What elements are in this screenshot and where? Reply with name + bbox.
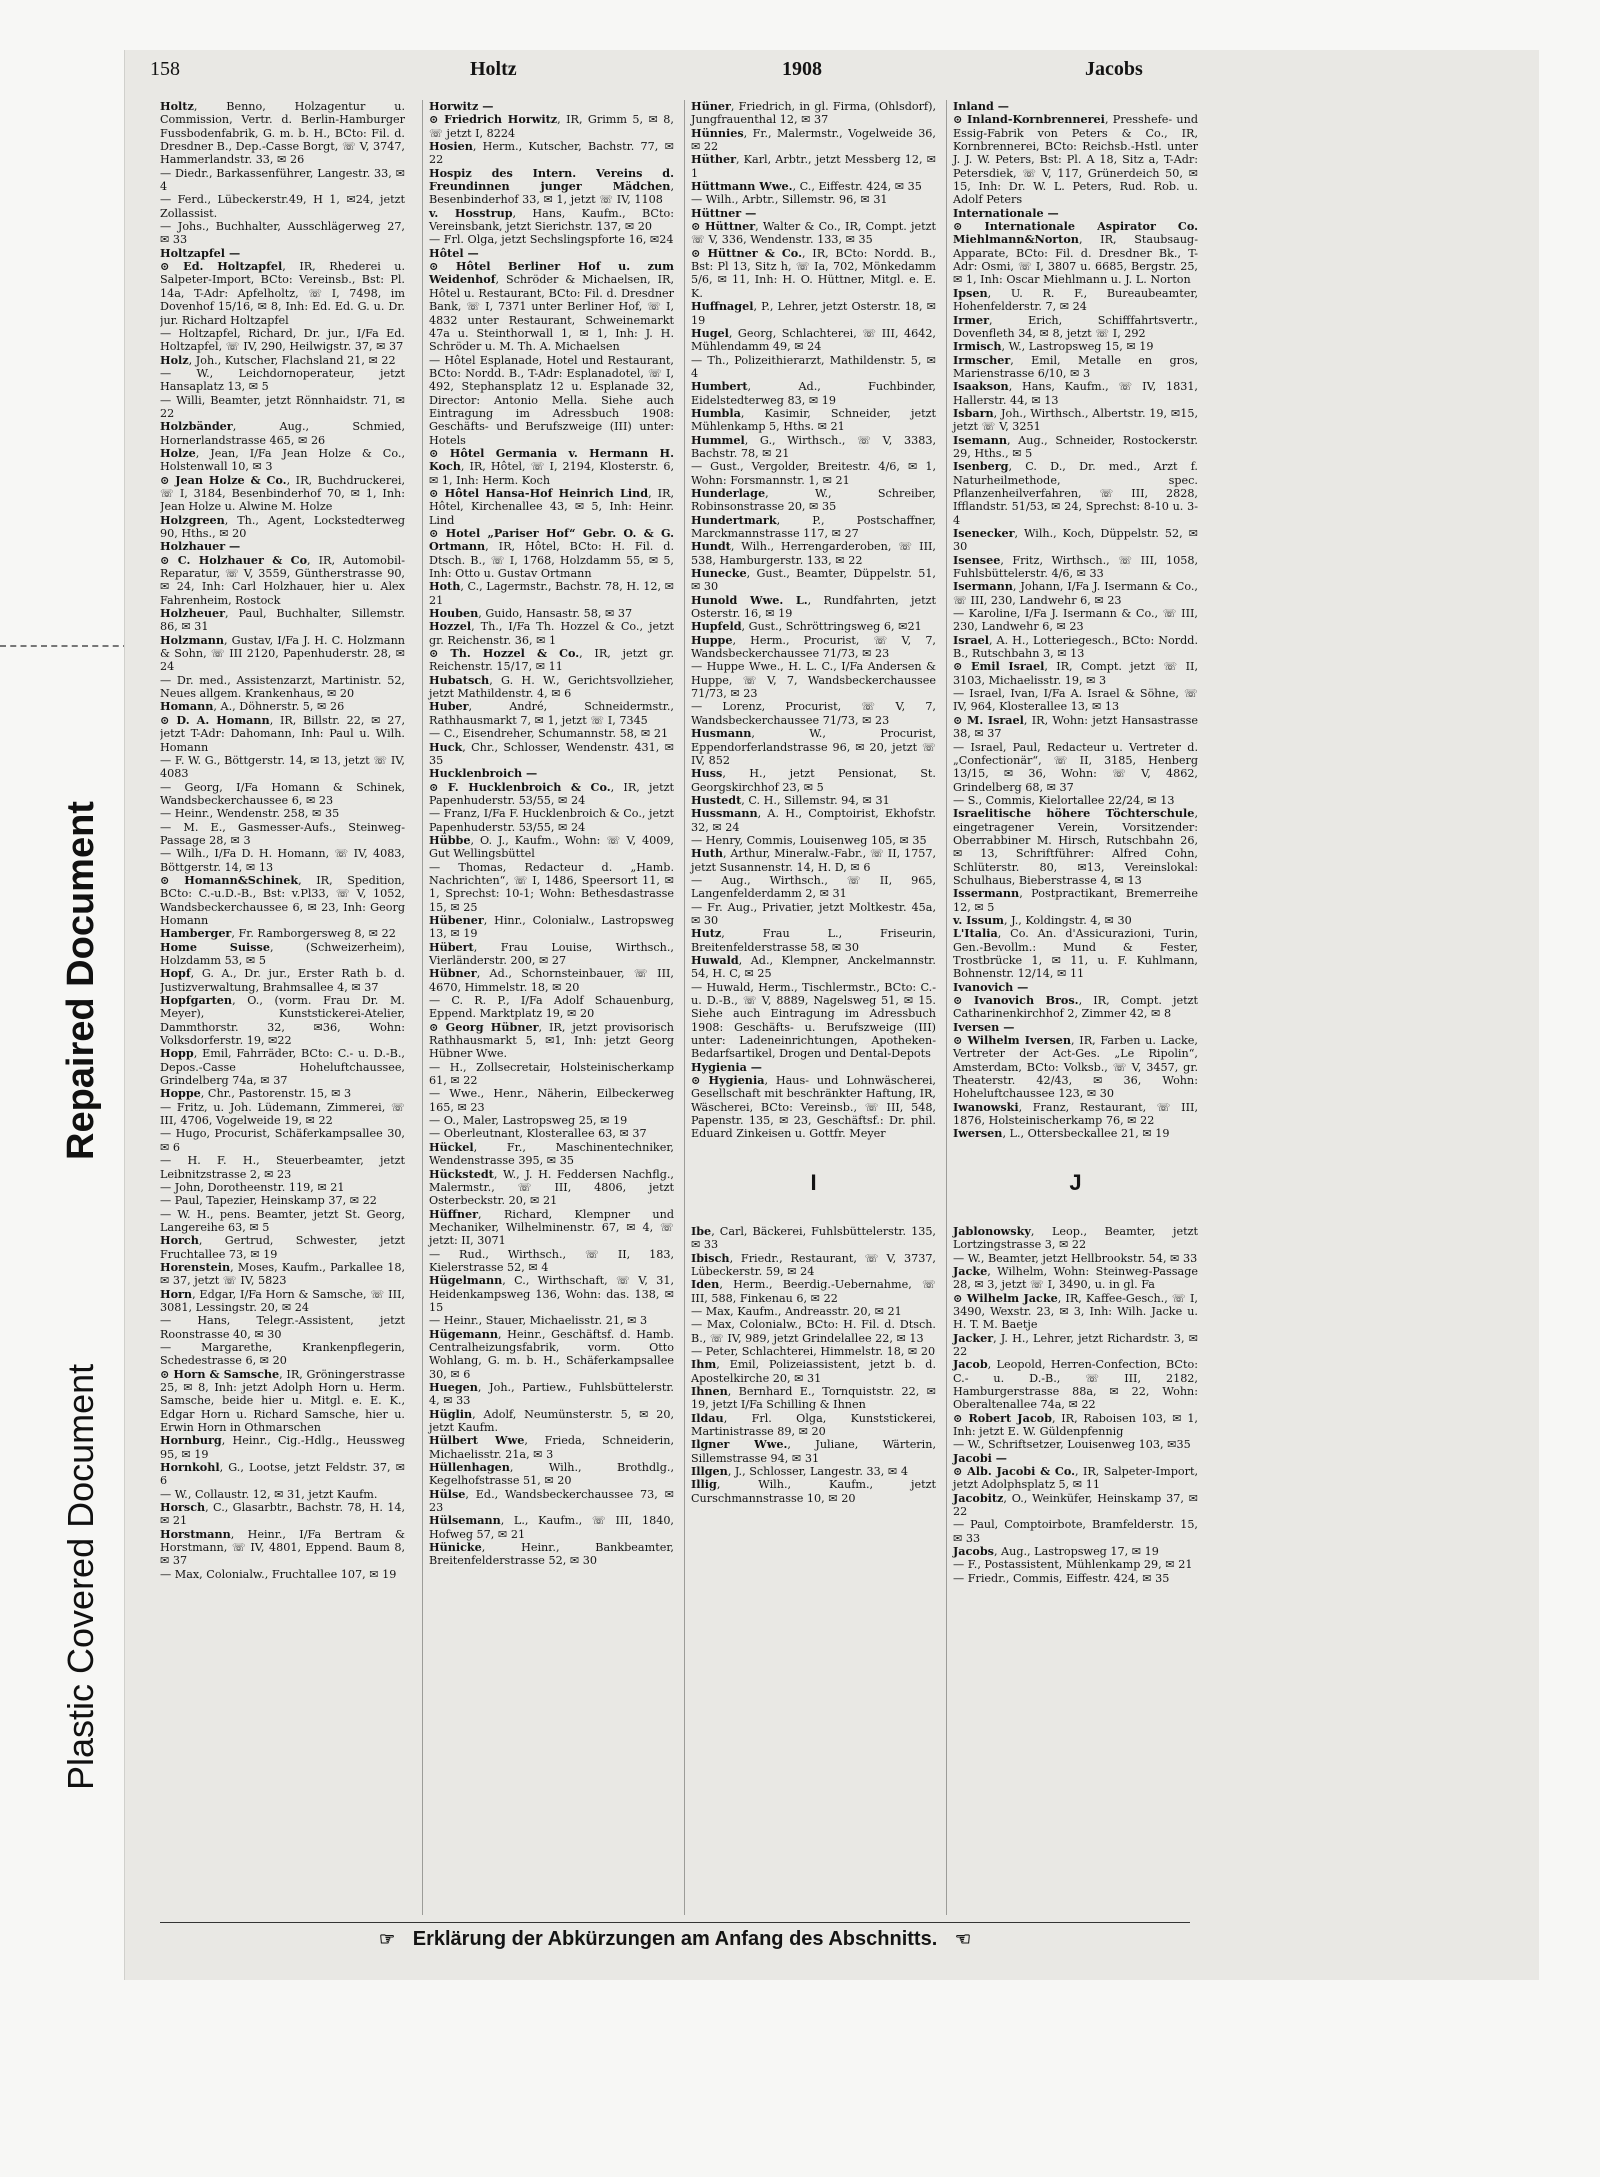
directory-entry: Ivanovich —: [953, 979, 1029, 994]
directory-entry: — C., Eisendreher, Schumannstr. 58, ✉ 21: [429, 727, 669, 741]
directory-entry: Husmann, W., Procurist, Eppendorferlandstrasse 96, ✉ 20, jetzt ☏ IV, 852: [691, 726, 936, 767]
header-left-word: Holtz: [470, 58, 517, 80]
directory-entry: — Willi, Beamter, jetzt Rönnhaidstr. 71, ✉ 22: [160, 393, 405, 420]
directory-entry: — Israel, Paul, Redacteur u. Vertreter d. „Confectionär“, ☏ II, 3185, Henberg 13/15, ✉ 36, Wohn: ☏ V, 4862, Grindelberg 68, ✉ 37: [953, 740, 1198, 794]
directory-entry: Jacker, J. H., Lehrer, jetzt Richardstr. 3, ✉ 22: [953, 1330, 1198, 1358]
directory-entry: — Peter, Schlachterei, Himmelstr. 18, ✉ 20: [691, 1344, 936, 1358]
directory-entry: Hüffner, Richard, Klempner und Mechaniker, Wilhelminenstr. 67, ✉ 4, ☏ jetzt: II, 3071: [429, 1206, 674, 1248]
directory-entry: — Th., Polizeithierarzt, Mathildenstr. 5, ✉ 4: [691, 353, 936, 380]
directory-entry: — Dr. med., Assistenzarzt, Martinistr. 52, Neues allgem. Krankenhaus, ✉ 20: [160, 673, 405, 701]
directory-entry: Hopp, Emil, Fahrräder, BCto: C.- u. D.-B., Depos.-Casse Hoheluftchaussee, Grindelberg 74a, ✉ 37: [160, 1046, 405, 1088]
directory-entry: Hüther, Karl, Arbtr., jetzt Messberg 12, ✉ 1: [691, 152, 936, 180]
directory-entry: Hornburg, Heinr., Cig.-Hdlg., Heussweg 95, ✉ 19: [160, 1433, 405, 1461]
directory-entry: ⊙ Internationale Aspirator Co. Miehlmann&Norton, IR, Staubsaug-Apparate, BCto: Fil. d. Dresdner Bk., T-Adr: Osmi, ☏ I, 3807 u. 6685, Bergstr. 25, ✉ 1, Inh: Oscar Miehlmann u. J. L. Norton: [953, 219, 1198, 287]
directory-entry: Hüglin, Adolf, Neumünsterstr. 5, ✉ 20, jetzt Kaufm.: [429, 1406, 674, 1435]
directory-entry: — W. H., pens. Beamter, jetzt St. Georg, Langereihe 63, ✉ 5: [160, 1207, 405, 1234]
directory-entry: Holz, Joh., Kutscher, Flachsland 21, ✉ 22: [160, 352, 396, 367]
directory-entry: Iversen —: [953, 1019, 1015, 1034]
directory-entry: — Lorenz, Procurist, ☏ V, 7, Wandsbeckerchaussee 71/73, ✉ 23: [691, 700, 936, 727]
directory-entry: — Franz, I/Fa F. Hucklenbroich & Co., jetzt Papenhuderstr. 53/55, ✉ 24: [429, 807, 674, 834]
directory-entry: — Paul, Comptoirbote, Bramfelderstr. 15, ✉ 33: [953, 1518, 1198, 1545]
directory-entry: Isbarn, Joh., Wirthsch., Albertstr. 19, ✉15, jetzt ☏ V, 3251: [953, 405, 1198, 434]
directory-entry: Holtzapfel —: [160, 245, 241, 260]
directory-entry: Huegen, Joh., Partiew., Fuhlsbüttelerstr. 4, ✉ 33: [429, 1380, 674, 1408]
directory-entry: Hôtel —: [429, 245, 479, 260]
directory-entry: — Wilh., I/Fa D. H. Homann, ☏ IV, 4083, Böttgerstr. 14, ✉ 13: [160, 847, 405, 874]
directory-entry: — Gust., Vergolder, Breitestr. 4/6, ✉ 1, Wohn: Forsmannstr. 1, ✉ 21: [691, 460, 936, 487]
directory-entry: Hustedt, C. H., Sillemstr. 94, ✉ 31: [691, 792, 890, 807]
directory-entry: ⊙ Friedrich Horwitz, IR, Grimm 5, ✉ 8, ☏ jetzt I, 8224: [429, 112, 674, 140]
directory-entry: Irmscher, Emil, Metalle en gros, Marienstrasse 6/10, ✉ 3: [953, 352, 1198, 380]
directory-entry: Jacobitz, O., Weinküfer, Heinskamp 37, ✉ 22: [953, 1490, 1198, 1519]
directory-columns: [160, 100, 1200, 1915]
directory-entry: — W., Leichdornoperateur, jetzt Hansaplatz 13, ✉ 5: [160, 366, 405, 394]
pointing-hand-icon: ☞: [379, 1929, 396, 1949]
directory-entry: — Huwald, Herm., Tischlermstr., BCto: C.- u. D.-B., ☏ V, 8889, Nagelsweg 51, ✉ 15. Siehe auch Eintragung im Adressbuch 1908: Geschäfts- u. Berufszweige (III) unter: Ladeneinrichtungen, Apotheken-Bedarfsartikel, Drogen und Dental-Depots: [691, 980, 936, 1061]
directory-entry: — Hôtel Esplanade, Hotel und Restaurant, BCto: Nordd. B., T-Adr: Esplanadotel, ☏ I, 492, Stephansplatz 12 u. Esplanade 32, Director: Antonio Mella. Siehe auch Eintragung im Adressbuch 1908: Geschäfts- und Berufszweige (III) unter: Hotels: [429, 353, 674, 447]
directory-entry: Inland —: [953, 100, 1009, 113]
directory-entry: Hübener, Hinr., Colonialw., Lastropsweg 13, ✉ 19: [429, 912, 674, 941]
directory-entry: — Margarethe, Krankenpflegerin, Schedestrasse 6, ✉ 20: [160, 1340, 405, 1368]
directory-entry: — Thomas, Redacteur d. „Hamb. Nachrichten“, ☏ I, 1486, Speersort 11, ✉ 1, Sprechst: 10-1; Wohn: Bethesdastrasse 15, ✉ 25: [429, 860, 674, 914]
directory-entry: Jacob, Leopold, Herren-Confection, BCto: C.- u. D.-B., ☏ III, 2182, Hamburgerstrasse 88a, ✉ 22, Wohn: Oberaltenallee 74a, ✉ 22: [953, 1357, 1198, 1412]
directory-entry: Horenstein, Moses, Kaufm., Parkallee 18, ✉ 37, jetzt ☏ IV, 5823: [160, 1259, 405, 1288]
directory-entry: Ildau, Frl. Olga, Kunststickerei, Martinistrasse 89, ✉ 20: [691, 1410, 936, 1438]
directory-entry: Hüttmann Wwe., C., Eiffestr. 424, ✉ 35: [691, 179, 922, 194]
directory-entry: — Henry, Commis, Louisenweg 105, ✉ 35: [691, 833, 927, 847]
directory-entry: ⊙ D. A. Homann, IR, Billstr. 22, ✉ 27, jetzt T-Adr: Dahomann, Inh: Paul u. Wilh. Homann: [160, 712, 405, 754]
directory-entry: v. Hosstrup, Hans, Kaufm., BCto: Vereinsbank, jetzt Sierichstr. 137, ✉ 20: [429, 205, 674, 234]
directory-entry: Humbert, Ad., Fuchbinder, Eidelstedterweg 83, ✉ 19: [691, 379, 936, 407]
directory-entry: Holzbänder, Aug., Schmied, Hornerlandstrasse 465, ✉ 26: [160, 419, 405, 447]
directory-entry: — Wilh., Arbtr., Sillemstr. 96, ✉ 31: [691, 193, 888, 207]
directory-entry: Holzmann, Gustav, I/Fa J. H. C. Holzmann & Sohn, ☏ III 2120, Papenhuderstr. 28, ✉ 24: [160, 632, 405, 674]
directory-entry: Hülse, Ed., Wandsbeckerchaussee 73, ✉23: [429, 1486, 674, 1515]
directory-entry: — Frl. Olga, jetzt Sechslingspforte 16, ✉24: [429, 233, 674, 247]
directory-entry: Iden, Herm., Beerdig.-Uebernahme, ☏ III, 588, Finkenau 6, ✉ 22: [691, 1277, 936, 1305]
directory-entry: ⊙ Hôtel Hansa-Hof Heinrich Lind, IR, Hôtel, Kirchenallee 43, ✉ 5, Inh: Heinr. Lind: [429, 485, 674, 527]
directory-entry: Jacke, Wilhelm, Wohn: Steinweg-Passage 28, ✉ 3, jetzt ☏ I, 3490, u. in gl. Fa: [953, 1263, 1198, 1292]
directory-entry: ⊙ Emil Israel, IR, Compt. jetzt ☏ II, 3103, Michaelisstr. 19, ✉ 3: [953, 659, 1198, 687]
directory-entry: ⊙ Wilhelm Jacke, IR, Kaffee-Gesch., ☏ I, 3490, Wexstr. 23, ✉ 3, Inh: Wilh. Jacke u. H. T. M. Baetje: [953, 1290, 1198, 1332]
directory-entry: — Fr. Aug., Privatier, jetzt Moltkestr. 45a, ✉ 30: [691, 900, 936, 927]
directory-entry: ⊙ Hôtel Germania v. Hermann H. Koch, IR, Hôtel, ☏ I, 2194, Klosterstr. 6, ✉ 1, Inh: Herm. Koch: [429, 445, 674, 487]
directory-entry: ⊙ Horn & Samsche, IR, Gröningerstrasse 25, ✉ 8, Inh: jetzt Adolph Horn u. Herm. Samsche, beide hier u. Mitgl. e. E. K., Edgar Horn u. Richard Samsche, hier u. Erwin Horn in Othmarschen: [160, 1366, 405, 1435]
directory-entry: ⊙ Wilhelm Iversen, IR, Farben u. Lacke, Vertreter der Act-Ges. „Le Ripolin“, Amsterdam, BCto: Volksb., ☏ V, 3457, gr. Theaterstr. 42/43, ✉ 36, Wohn: Hoheluftchaussee 123, ✉ 30: [953, 1033, 1198, 1101]
directory-entry: Huber, André, Schneidermstr., Rathhausmarkt 7, ✉ 1, jetzt ☏ I, 7345: [429, 699, 674, 727]
directory-entry: — O., Maler, Lastropsweg 25, ✉ 19: [429, 1114, 628, 1128]
directory-entry: — C. R. P., I/Fa Adolf Schauenburg, Eppend. Marktplatz 19, ✉ 20: [429, 994, 674, 1021]
directory-entry: Hübert, Frau Louise, Wirthsch., Vierländerstr. 200, ✉ 27: [429, 939, 674, 967]
directory-entry: Hupfeld, Gust., Schröttringsweg 6, ✉21: [691, 619, 922, 634]
directory-entry: Huth, Arthur, Mineralw.-Fabr., ☏ II, 1757, jetzt Susannenstr. 14, H. D, ✉ 6: [691, 846, 936, 874]
directory-entry: Illgen, J., Schlosser, Langestr. 33, ✉ 4: [691, 1464, 908, 1478]
directory-entry: Hunecke, Gust., Beamter, Düppelstr. 51, ✉ 30: [691, 566, 936, 594]
directory-entry: — W., Collaustr. 12, ✉ 31, jetzt Kaufm.: [160, 1487, 378, 1501]
directory-entry: Hamberger, Fr. Ramborgersweg 8, ✉ 22: [160, 926, 396, 941]
page-header: [150, 58, 1180, 88]
directory-entry: Hozzel, Th., I/Fa Th. Hozzel & Co., jetzt gr. Reichenstr. 36, ✉ 1: [429, 619, 674, 647]
directory-entry: Isaakson, Hans, Kaufm., ☏ IV, 1831, Hallerstr. 44, ✉ 13: [953, 379, 1198, 407]
directory-entry: Huffnagel, P., Lehrer, jetzt Osterstr. 18, ✉ 19: [691, 299, 936, 327]
directory-entry: ⊙ Homann&Schinek, IR, Spedition, BCto: C.-u.D.-B., Bst: v.Pl33, ☏ V, 1052, Wandsbeckerchaussee 6, ✉ 23, Inh: Georg Homann: [160, 872, 405, 927]
directory-entry: ⊙ Alb. Jacobi & Co., IR, Salpeter-Import, jetzt Adolphsplatz 5, ✉ 11: [953, 1464, 1198, 1492]
directory-entry: — Hans, Telegr.-Assistent, jetzt Roonstrasse 40, ✉ 30: [160, 1314, 405, 1341]
directory-entry: Isermann, Johann, I/Fa J. Isermann & Co., ☏ III, 230, Landwehr 6, ✉ 23: [953, 579, 1198, 607]
plastic-covered-document-label: Plastic Covered Document: [60, 1363, 101, 1790]
directory-entry: Horwitz —: [429, 100, 494, 113]
directory-entry: — Aug., Wirthsch., ☏ II, 965, Langenfelderdamm 2, ✉ 31: [691, 873, 936, 901]
directory-entry: Hornkohl, G., Lootse, jetzt Feldstr. 37, ✉ 6: [160, 1460, 405, 1488]
directory-entry: ⊙ F. Hucklenbroich & Co., IR, jetzt Papenhuderstr. 53/55, ✉ 24: [429, 779, 674, 807]
directory-entry: — F., Postassistent, Mühlenkamp 29, ✉ 21: [953, 1558, 1193, 1572]
directory-entry: — Huppe Wwe., H. L. C., I/Fa Andersen & Huppe, ☏ V, 7, Wandsbeckerchaussee 71/73, ✉ 23: [691, 660, 936, 701]
directory-entry: — W., Schriftsetzer, Louisenweg 103, ✉35: [953, 1438, 1191, 1452]
directory-entry: v. Issum, J., Koldingstr. 4, ✉ 30: [953, 912, 1132, 927]
directory-entry: Horch, Gertrud, Schwester, jetzt Fruchtallee 73, ✉ 19: [160, 1233, 405, 1261]
directory-entry: Holze, Jean, I/Fa Jean Holze & Co., Holstenwall 10, ✉ 3: [160, 445, 405, 474]
directory-entry: Jacobs, Aug., Lastropsweg 17, ✉ 19: [953, 1544, 1159, 1559]
directory-entry: — Max, Colonialw., Fruchtallee 107, ✉ 19: [160, 1567, 397, 1581]
directory-entry: Hoth, C., Lagermstr., Bachstr. 78, H. 12, ✉ 21: [429, 579, 674, 607]
directory-entry: Ilgner Wwe., Juliane, Wärterin, Sillemstrasse 94, ✉ 31: [691, 1437, 936, 1465]
directory-entry: Huck, Chr., Schlosser, Wendenstr. 431, ✉ 35: [429, 739, 674, 767]
header-right-word: Jacobs: [1085, 58, 1143, 80]
directory-entry: Hygienia —: [691, 1059, 762, 1074]
directory-entry: ⊙ M. Israel, IR, Wohn: jetzt Hansastrasse 38, ✉ 37: [953, 712, 1198, 741]
section-letter: I: [810, 1169, 817, 1195]
directory-entry: — Heinr., Wendenstr. 258, ✉ 35: [160, 807, 340, 821]
directory-entry: ⊙ Ivanovich Bros., IR, Compt. jetzt Catharinenkirchhof 2, Zimmer 42, ✉ 8: [953, 993, 1198, 1021]
directory-entry: Hutz, Frau L., Friseurin, Breitenfelderstrasse 58, ✉ 30: [691, 926, 936, 954]
directory-entry: Ibisch, Friedr., Restaurant, ☏ V, 3737, Lübeckerstr. 59, ✉ 24: [691, 1250, 936, 1278]
directory-entry: — S., Commis, Kielortallee 22/24, ✉ 13: [953, 793, 1175, 807]
directory-entry: Ipsen, U. R. F., Bureaubeamter, Hohenfelderstr. 7, ✉ 24: [953, 285, 1198, 314]
column-4: [946, 100, 1198, 1915]
directory-entry: — W., Beamter, jetzt Hellbrookstr. 54, ✉ 33: [953, 1251, 1198, 1265]
directory-entry: — Rud., Wirthsch., ☏ II, 183, Kielerstrasse 52, ✉ 4: [429, 1247, 674, 1274]
directory-entry: Hübbe, O. J., Kaufm., Wohn: ☏ V, 4009, Gut Wellingsbüttel: [429, 832, 674, 861]
directory-entry: ⊙ Inland-Kornbrennerei, Presshefe- und Essig-Fabrik von Peters & Co., IR, Kornbrennerei, BCto: Reichsb.-Hstl. unter J. J. W. Peters, Bst: Pl. A 18, Sitz a, T-Adr: Petersdiek, ☏ V, 117, Grünerdeich 50, ✉ 15, Inh: Dr. W. L. Peters, Rud. Rob. u. Adolf Peters: [953, 112, 1198, 207]
directory-entry: Irmer, Erich, Schifffahrtsvertr., Dovenfleth 34, ✉ 8, jetzt ☏ I, 292: [953, 312, 1198, 340]
footer-text: Erklärung der Abkürzungen am Anfang des Abschnitts.: [412, 1928, 938, 1950]
directory-entry: Hopf, G. A., Dr. jur., Erster Rath b. d. Justizverwaltung, Brahmsallee 4, ✉ 37: [160, 966, 405, 994]
column-1: [160, 100, 405, 1915]
directory-entry: Hünicke, Heinr., Bankbeamter, Breitenfelderstrasse 52, ✉ 30: [429, 1540, 674, 1568]
directory-entry: ⊙ C. Holzhauer & Co, IR, Automobil-Reparatur, ☏ V, 3559, Güntherstrasse 90, ✉ 24, Inh: Carl Holzhauer, hier u. Alex Fahrenheim, Rostock: [160, 552, 405, 607]
directory-entry: — Holtzapfel, Richard, Dr. jur., I/Fa Ed. Holtzapfel, ☏ IV, 290, Heilwigstr. 37, ✉ 37: [160, 326, 405, 354]
directory-entry: Hügemann, Heinr., Geschäftsf. d. Hamb. Centralheizungsfabrik, vorm. Otto Wohlang, G. m. b. H., Schäferkampsallee 30, ✉ 6: [429, 1326, 674, 1381]
directory-entry: Isenecker, Wilh., Koch, Düppelstr. 52, ✉ 30: [953, 526, 1198, 554]
directory-entry: — M. E., Gasmesser-Aufs., Steinweg-Passage 28, ✉ 3: [160, 820, 405, 847]
directory-entry: ⊙ Georg Hübner, IR, jetzt provisorisch Rathhausmarkt 5, ✉1, Inh: jetzt Georg Hübner Wwe.: [429, 1019, 674, 1061]
directory-entry: — Max, Colonialw., BCto: H. Fil. d. Dtsch. B., ☏ IV, 989, jetzt Grindelallee 22, ✉ 13: [691, 1318, 936, 1345]
directory-entry: Israel, A. H., Lotteriegesch., BCto: Nordd. B., Rutschbahn 3, ✉ 13: [953, 632, 1198, 661]
directory-entry: Ibe, Carl, Bäckerei, Fuhlsbüttelerstr. 135, ✉ 33: [691, 1223, 936, 1252]
directory-entry: Illig, Wilh., Kaufm., jetzt Curschmannstrasse 10, ✉ 20: [691, 1477, 936, 1505]
pointing-hand-icon: ☜: [954, 1929, 971, 1949]
directory-entry: Hopfgarten, O., (vorm. Frau Dr. M. Meyer), Kunststickerei-Atelier, Dammthorstr. 32, ✉36, Wohn: Volksdorferstr. 19, ✉22: [160, 993, 405, 1048]
directory-entry: Horn, Edgar, I/Fa Horn & Samsche, ☏ III, 3081, Lessingstr. 20, ✉ 24: [160, 1286, 405, 1314]
directory-entry: ⊙ Hygienia, Haus- und Lohnwäscherei, Gesellschaft mit beschränkter Haftung, IR, Wäscherei, BCto: Vereinsb., ☏ III, 548, Papenstr. 135, ✉ 23, Geschäftsf.: Dr. phil. Eduard Zinkeisen u. Gottfr. Meyer: [691, 1073, 936, 1141]
directory-entry: Hückel, Fr., Maschinentechniker, Wendenstrasse 395, ✉ 35: [429, 1139, 674, 1168]
directory-entry: Ihnen, Bernhard E., Tornquiststr. 22, ✉ 19, jetzt I/Fa Schilling & Ihnen: [691, 1383, 936, 1412]
directory-entry: Irmisch, W., Lastropsweg 15, ✉ 19: [953, 339, 1154, 354]
directory-entry: Hospiz des Intern. Vereins d. Freundinnen junger Mädchen, Besenbinderhof 33, ✉ 1, jetzt ☏ IV, 1108: [429, 165, 674, 207]
directory-entry: Hoppe, Chr., Pastorenstr. 15, ✉ 3: [160, 1086, 352, 1101]
directory-entry: Hülsemann, L., Kaufm., ☏ III, 1840, Hofweg 57, ✉ 21: [429, 1513, 674, 1541]
directory-entry: Hummel, G., Wirthsch., ☏ V, 3383, Bachstr. 78, ✉ 21: [691, 432, 936, 460]
directory-entry: Hülbert Wwe, Frieda, Schneiderin, Michaelisstr. 21a, ✉ 3: [429, 1433, 674, 1461]
directory-entry: Hunderlage, W., Schreiber, Robinsonstrasse 20, ✉ 35: [691, 485, 936, 514]
directory-entry: ⊙ Jean Holze & Co., IR, Buchdruckerei, ☏ I, 3184, Besenbinderhof 70, ✉ 1, Inh: Jean Holze u. Alwine M. Holze: [160, 472, 405, 514]
directory-entry: Holzhauer —: [160, 539, 241, 554]
directory-entry: Humbla, Kasimir, Schneider, jetzt Mühlenkamp 5, Hths. ✉ 21: [691, 405, 936, 434]
directory-entry: Holzheuer, Paul, Buchhalter, Sillemstr. 86, ✉ 31: [160, 606, 405, 634]
directory-entry: ⊙ Ed. Holtzapfel, IR, Rhederei u. Salpeter-Import, BCto: Vereinsb., Bst: Pl. 14a, T-Adr: Apfelholtz, ☏ I, 7498, im Dovenhof 15/16, ✉ 8, Inh: Ed. Ed. G. u. Dr. jur. Richard Holtzapfel: [160, 259, 405, 327]
directory-entry: Homann, A., Döhnerstr. 5, ✉ 26: [160, 699, 345, 714]
directory-entry: Iwanowski, Franz, Restaurant, ☏ III, 1876, Holsteinischerkamp 76, ✉ 22: [953, 1099, 1198, 1128]
directory-entry: — Max, Kaufm., Andreasstr. 20, ✉ 21: [691, 1304, 902, 1318]
directory-entry: — Paul, Tapezier, Heinskamp 37, ✉ 22: [160, 1194, 377, 1208]
page-number: 158: [150, 58, 180, 80]
directory-entry: Hunold Wwe. L., Rundfahrten, jetzt Osterstr. 16, ✉ 19: [691, 592, 936, 621]
directory-entry: — Hugo, Procurist, Schäferkampsallee 30, ✉ 6: [160, 1127, 405, 1154]
directory-entry: — Karoline, I/Fa J. Isermann & Co., ☏ III, 230, Landwehr 6, ✉ 23: [953, 607, 1198, 634]
directory-entry: Hünnies, Fr., Malermstr., Vogelweide 36, ✉ 22: [691, 125, 936, 154]
directory-entry: — H., Zollsecretair, Holsteinischerkamp 61, ✉ 22: [429, 1060, 674, 1088]
directory-entry: Ihm, Emil, Polizeiassistent, jetzt b. d. Apostelkirche 20, ✉ 31: [691, 1357, 936, 1385]
directory-entry: Isemann, Aug., Schneider, Rostockerstr. 29, Hths., ✉ 5: [953, 432, 1198, 460]
directory-entry: Israelitische höhere Töchterschule, eingetragener Verein, Vorsitzender: Oberrabbiner M. Hirsch, Rutschbahn 26, ✉ 13, Schriftführer: Alfred Cohn, Schlüterstr. 80, ✉13, Vereinslokal: Schulhaus, Bieberstrasse 4, ✉ 13: [953, 806, 1198, 887]
directory-entry: Huppe, Herm., Procurist, ☏ V, 7, Wandsbeckerchaussee 71/73, ✉ 23: [691, 632, 936, 661]
directory-entry: Houben, Guido, Hansastr. 58, ✉ 37: [429, 606, 633, 621]
directory-entry: Home Suisse, (Schweizerheim), Holzdamm 53, ✉ 5: [160, 939, 405, 967]
directory-entry: Hubatsch, G. H. W., Gerichtsvollzieher, jetzt Mathildenstr. 4, ✉ 6: [429, 672, 674, 701]
column-2: [422, 100, 674, 1915]
directory-entry: ⊙ Hüttner, Walter & Co., IR, Compt. jetzt ☏ V, 336, Wendenstr. 133, ✉ 35: [691, 219, 936, 247]
directory-entry: Issermann, Postpractikant, Bremerreihe 12, ✉ 5: [953, 886, 1198, 914]
directory-entry: Hosien, Herm., Kutscher, Bachstr. 77, ✉22: [429, 139, 674, 167]
directory-entry: Iwersen, L., Ottersbeckallee 21, ✉ 19: [953, 1126, 1170, 1141]
repaired-document-label: Repaired Document: [60, 801, 102, 1160]
directory-entry: Jablonowsky, Leop., Beamter, jetzt Lortzingstrasse 3, ✉ 22: [953, 1223, 1198, 1252]
directory-entry: Hugel, Georg, Schlachterei, ☏ III, 4642, Mühlendamm 49, ✉ 24: [691, 325, 936, 354]
directory-entry: — Wwe., Henr., Näherin, Eilbeckerweg 165, ✉ 23: [429, 1087, 674, 1114]
directory-entry: Hussmann, A. H., Comptoirist, Ekhofstr. 32, ✉ 24: [691, 806, 936, 834]
directory-entry: Hübner, Ad., Schornsteinbauer, ☏ III, 4670, Himmelstr. 18, ✉ 20: [429, 966, 674, 994]
directory-entry: — Israel, Ivan, I/Fa A. Israel & Söhne, ☏ IV, 964, Klosterallee 13, ✉ 13: [953, 687, 1198, 714]
directory-entry: — Oberleutnant, Klosterallee 63, ✉ 37: [429, 1127, 647, 1141]
directory-entry: Hüner, Friedrich, in gl. Firma, (Ohlsdorf), Jungfrauenthal 12, ✉ 37: [691, 100, 936, 127]
side-labels: [0, 0, 120, 2177]
directory-entry: Jacobi —: [953, 1450, 1007, 1465]
directory-entry: Hundt, Wilh., Herrengarderoben, ☏ III, 538, Hamburgerstr. 133, ✉ 22: [691, 539, 936, 567]
directory-entry: Huss, H., jetzt Pensionat, St. Georgskirchhof 23, ✉ 5: [691, 766, 936, 794]
directory-entry: Horstmann, Heinr., I/Fa Bertram & Horstmann, ☏ IV, 4801, Eppend. Baum 8, ✉ 37: [160, 1526, 405, 1568]
directory-entry: — F. W. G., Böttgerstr. 14, ✉ 13, jetzt ☏ IV, 4083: [160, 753, 405, 781]
directory-entry: — H. F. H., Steuerbeamter, jetzt Leibnitzstrasse 2, ✉ 23: [160, 1154, 405, 1181]
directory-entry: Hundertmark, P., Postschaffner, Marckmannstrasse 117, ✉ 27: [691, 512, 936, 540]
directory-entry: Holzgreen, Th., Agent, Lockstedterweg 90, Hths., ✉ 20: [160, 512, 405, 540]
header-year: 1908: [782, 58, 822, 80]
directory-entry: Hüllenhagen, Wilh., Brothdlg., Kegelhofstrasse 51, ✉ 20: [429, 1460, 674, 1488]
directory-entry: Isensee, Fritz, Wirthsch., ☏ III, 1058, Fuhlsbüttelerstr. 4/6, ✉ 33: [953, 552, 1198, 581]
section-letter: J: [1069, 1169, 1082, 1195]
directory-entry: Internationale —: [953, 205, 1059, 220]
directory-entry: Hügelmann, C., Wirthschaft, ☏ V, 31, Heidenkampsweg 136, Wohn: das. 138, ✉ 15: [429, 1273, 674, 1314]
footer-rule: [160, 1922, 1190, 1923]
column-3: [684, 100, 936, 1915]
directory-entry: Huwald, Ad., Klempner, Anckelmannstr. 54, H. C, ✉ 25: [691, 953, 936, 981]
directory-entry: — Heinr., Stauer, Michaelisstr. 21, ✉ 3: [429, 1314, 648, 1328]
directory-entry: — John, Dorotheenstr. 119, ✉ 21: [160, 1180, 345, 1194]
directory-entry: Holtz, Benno, Holzagentur u. Commission, Vertr. d. Berlin-Hamburger Fussbodenfabrik, G. m. b. H., BCto: Fil. d. Dresdner B., Dep.-Casse Borgt, ☏ V, 3747, Hammerlandstr. 33, ✉ 26: [160, 100, 405, 167]
directory-entry: — Fritz, u. Joh. Lüdemann, Zimmerei, ☏ III, 4706, Vogelweide 19, ✉ 22: [160, 1100, 405, 1128]
directory-entry: Hückstedt, W., J. H. Feddersen Nachflg., Malermstr., ☏ III, 4806, jetzt Osterbeckstr. 20, ✉ 21: [429, 1166, 674, 1208]
directory-entry: Isenberg, C. D., Dr. med., Arzt f. Naturheilmethode, spec. Pflanzenheilverfahren, ☏ III, 2828, Ifflandstr. 51/53, ✉ 24, Sprechst: 8-10 u. 3-4: [953, 459, 1198, 527]
directory-entry: — Friedr., Commis, Eiffestr. 424, ✉ 35: [953, 1571, 1170, 1585]
footer: [160, 1928, 1190, 1951]
directory-entry: — Diedr., Barkassenführer, Langestr. 33, ✉ 4: [160, 166, 405, 194]
directory-entry: — Ferd., Lübeckerstr.49, H 1, ✉24, jetzt Zollassist.: [160, 193, 405, 220]
directory-entry: Horsch, C., Glasarbtr., Bachstr. 78, H. 14, ✉ 21: [160, 1500, 405, 1528]
directory-entry: ⊙ Robert Jacob, IR, Raboisen 103, ✉ 1, Inh: jetzt E. W. Güldenpfennig: [953, 1410, 1198, 1438]
directory-entry: ⊙ Hüttner & Co., IR, BCto: Nordd. B., Bst: Pl 13, Sitz h, ☏ Ia, 702, Mönkedamm 5/6, ✉ 11, Inh: H. O. Hüttner, Mitgl. e. E. K.: [691, 245, 936, 300]
directory-entry: ⊙ Hôtel Berliner Hof u. zum Weidenhof, Schröder & Michaelsen, IR, Hôtel u. Restaurant, BCto: Fil. d. Dresdner Bank, ☏ I, 7371 unter Berliner Hof, ☏ I, 4832 unter Restaurant, Schweinemarkt 47a u. Steinthorwall 1, ✉ 1, Inh: J. H. Schröder u. M. Th. A. Michaelsen: [429, 259, 674, 354]
directory-entry: Hüttner —: [691, 205, 757, 220]
directory-entry: ⊙ Hotel „Pariser Hof“ Gebr. O. & G. Ortmann, IR, Hôtel, BCto: H. Fil. d. Dtsch. B., ☏ I, 1768, Holzdamm 55, ✉ 5, Inh: Otto u. Gustav Ortmann: [429, 526, 674, 581]
directory-entry: — Johs., Buchhalter, Ausschlägerweg 27, ✉ 33: [160, 220, 405, 247]
directory-entry: ⊙ Th. Hozzel & Co., IR, jetzt gr. Reichenstr. 15/17, ✉ 11: [429, 646, 674, 674]
directory-entry: — Georg, I/Fa Homann & Schinek, Wandsbeckerchaussee 6, ✉ 23: [160, 780, 405, 807]
directory-entry: Hucklenbroich —: [429, 766, 538, 781]
directory-entry: L'Italia, Co. An. d'Assicurazioni, Turin, Gen.-Bevollm.: Mund & Fester, Trostbrücke 1, ✉ 11, u. F. Kuhlmann, Bohnenstr. 12/14, ✉ 11: [953, 926, 1198, 981]
